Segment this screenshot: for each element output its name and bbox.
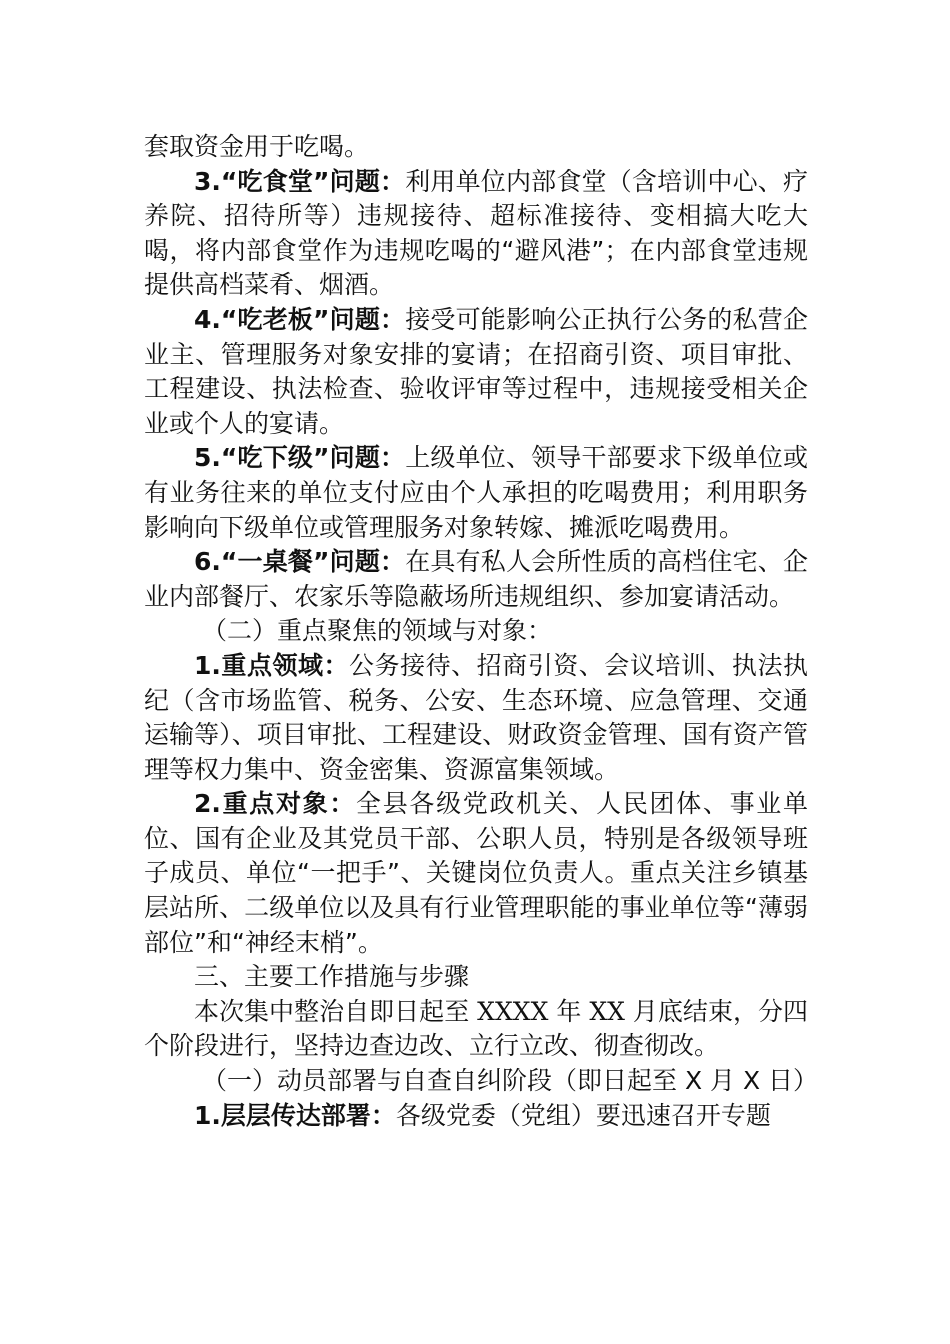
paragraph-lead: 1.重点领域： — [194, 650, 350, 680]
paragraph-key-targets — [144, 787, 808, 960]
paragraph-lead: 1.层层传达部署： — [194, 1100, 396, 1130]
paragraph-table-issue — [144, 545, 808, 614]
document-page — [144, 130, 819, 1133]
paragraph-body: 在具有私人会所性质的高档住宅、企业内部餐厅、农家乐等隐蔽场所违规组织、参加宴请活动。 — [144, 547, 808, 611]
paragraph-body: 全县各级党政机关、人民团体、事业单位、国有企业及其党员干部、公职人员，特别是各级领导班子成员、单位“一把手”、关键岗位负责人。重点关注乡镇基层站所、二级单位以及具有行业管理职能的事业单位等“薄弱部位”和“神经末梢”。 — [144, 789, 808, 957]
paragraph-schedule: 本次集中整治自即日起至 XXXX 年 XX 月底结束，分四个阶段进行，坚持边查边改、立行立改、彻查彻改。 — [144, 996, 808, 1061]
paragraph-body: 利用单位内部食堂（含培训中心、疗养院、招待所等）违规接待、超标准接待、变相搞大吃大喝，将内部食堂作为违规吃喝的“避风港”；在内部食堂违规提供高档菜肴、烟酒。 — [144, 166, 808, 300]
section-heading-focus: （二）重点聚焦的领域与对象： — [202, 616, 553, 646]
paragraph-subordinate-issue — [144, 441, 808, 545]
paragraph-lead: 4.“吃老板”问题： — [194, 304, 406, 334]
paragraph-body: 各级党委（党组）要迅速召开专题 — [395, 1100, 771, 1130]
section-heading-phase-one: （一）动员部署与自查自纠阶段（即日起至 X 月 X 日） — [202, 1066, 819, 1096]
section-heading-measures: 三、主要工作措施与步骤 — [194, 962, 470, 992]
paragraph-lead: 6.“一桌餐”问题： — [194, 547, 406, 577]
paragraph-canteen-issue — [144, 165, 808, 303]
paragraph-body: 接受可能影响公正执行公务的私营企业主、管理服务对象安排的宴请；在招商引资、项目审批、工程建设、执法检查、验收评审等过程中，违规接受相关企业或个人的宴请。 — [144, 304, 808, 438]
paragraph-lead: 2.重点对象： — [194, 789, 357, 819]
paragraph-body: 上级单位、领导干部要求下级单位或有业务往来的单位支付应由个人承担的吃喝费用；利用职务影响向下级单位或管理服务对象转嫁、摊派吃喝费用。 — [144, 443, 808, 542]
paragraph-lead: 3.“吃食堂”问题： — [194, 166, 406, 196]
paragraph-body: 公务接待、招商引资、会议培训、执法执纪（含市场监管、税务、公安、生态环境、应急管理、交通运输等）、项目审批、工程建设、财政资金管理、国有资产管理等权力集中、资金密集、资源富集领域。 — [144, 650, 808, 784]
paragraph-lead: 5.“吃下级”问题： — [194, 443, 406, 473]
paragraph-deployment — [144, 1099, 808, 1134]
paragraph-key-areas — [144, 649, 808, 787]
paragraph-boss-issue — [144, 303, 808, 441]
paragraph-continuation: 套取资金用于吃喝。 — [144, 132, 370, 161]
